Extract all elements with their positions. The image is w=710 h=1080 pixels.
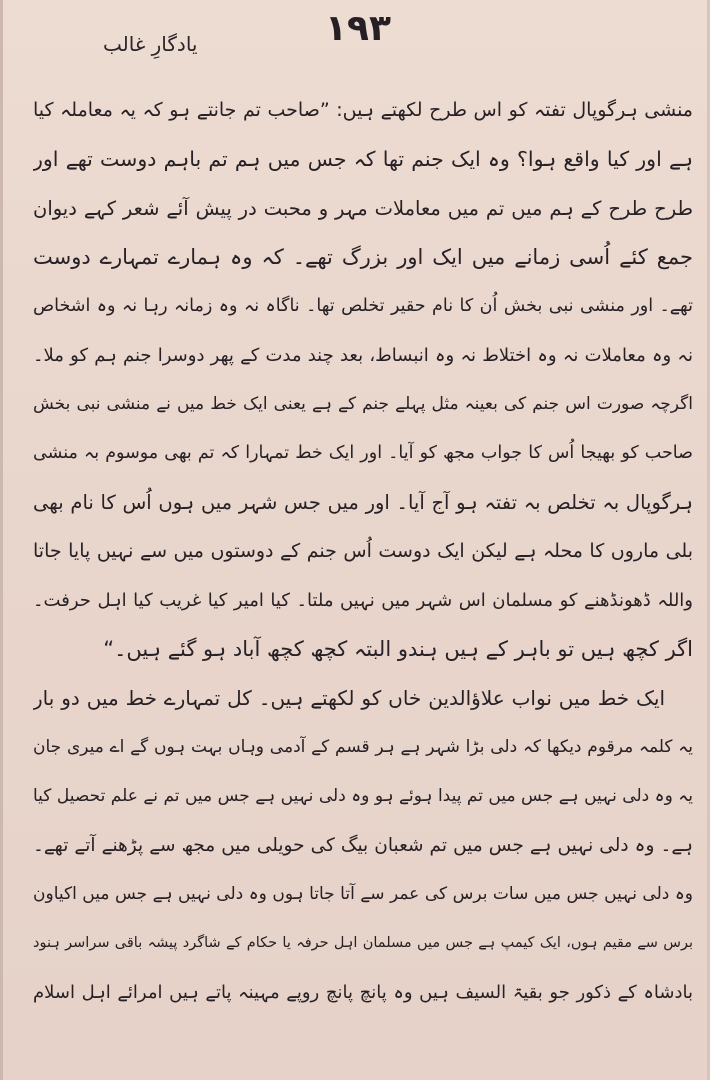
text-line: ایک خط میں نواب علاؤالدین خاں کو لکھتے ہیں۔ کل تمہارے خط میں دو بار (33, 686, 665, 710)
text-line: واللہ ڈھونڈھنے کو مسلمان اس شہر میں نہیں ملتا۔ کیا امیر کیا غریب کیا اہل حرفت۔ (33, 590, 693, 611)
text-line: ہے۔ وہ دلی نہیں ہے جس میں تم شعبان بیگ کی حویلی میں مجھ سے پڑھنے آتے تھے۔ (33, 835, 693, 856)
page-number: ۱۹۳ (325, 8, 391, 49)
text-line: نہ وہ معاملات نہ وہ اختلاط نہ وہ انبساط، بعد چند مدت کے پھر دوسرا جنم ہم کو ملا۔ (33, 345, 693, 366)
text-line: تھے۔ اور منشی نبی بخش اُن کا نام حقیر تخلص تھا۔ ناگاہ نہ وہ زمانہ رہا نہ وہ اشخاص (33, 296, 693, 316)
text-line: اگرچہ صورت اس جنم کی بعینہ مثل پہلے جنم کے ہے یعنی ایک خط میں نے منشی نبی بخش (33, 394, 693, 414)
body-text (33, 86, 693, 1017)
text-line: ہے اور کیا واقع ہوا؟ وہ ایک جنم تھا کہ جس میں ہم تم باہم دوست تھے اور (33, 147, 693, 171)
text-line: یہ وہ دلی نہیں ہے جس میں تم پیدا ہوئے ہو وہ دلی نہیں ہے جس میں تم نے علم تحصیل کیا (33, 786, 693, 806)
text-line: وہ دلی نہیں جس میں سات برس کی عمر سے آتا جاتا ہوں وہ دلی نہیں ہے جس میں اکیاون (33, 884, 693, 904)
text-line: ہرگوپال بہ تخلص بہ تفتہ ہو آج آیا۔ اور میں جس شہر میں ہوں اُس کا نام بھی (33, 491, 693, 514)
text-line: طرح طرح کے ہم میں تم میں معاملات مہر و محبت در پیش آئے شعر کہے دیوان (33, 197, 693, 220)
text-line: جمع کئے اُسی زمانے میں ایک اور بزرگ تھے۔ کہ وہ ہمارے تمہارے دوست (33, 245, 693, 269)
text-line: اگر کچھ ہیں تو باہر کے ہیں ہندو البتہ کچھ کچھ آباد ہو گئے ہیں۔“ (103, 637, 693, 661)
running-header: یادگارِ غالب (103, 32, 198, 56)
text-line: بادشاہ کے ذکور جو بقیۃ السیف ہیں وہ پانچ پانچ روپے مہینہ پاتے ہیں امرائے اہل اسلام (33, 982, 693, 1003)
text-line: صاحب کو بھیجا اُس کا جواب مجھ کو آیا۔ اور ایک خط تمہارا کہ تم بھی موسوم بہ منشی (33, 443, 693, 463)
text-line: منشی ہرگوپال تفتہ کو اس طرح لکھتے ہیں: ”صاحب تم جانتے ہو کہ یہ معاملہ کیا (33, 99, 693, 121)
text-line: بلی ماروں کا محلہ ہے لیکن ایک دوست اُس جنم کے دوستوں میں سے نہیں پایا جاتا (33, 540, 693, 562)
text-line: یہ کلمہ مرقوم دیکھا کہ دلی بڑا شہر ہے ہر قسم کے آدمی وہاں بہت ہوں گے اے میری جان (33, 737, 693, 757)
text-line: برس سے مقیم ہوں، ایک کیمپ ہے جس میں مسلمان اہل حرفہ یا حکام کے شاگرد پیشہ باقی سراسر ہنود (33, 935, 693, 951)
